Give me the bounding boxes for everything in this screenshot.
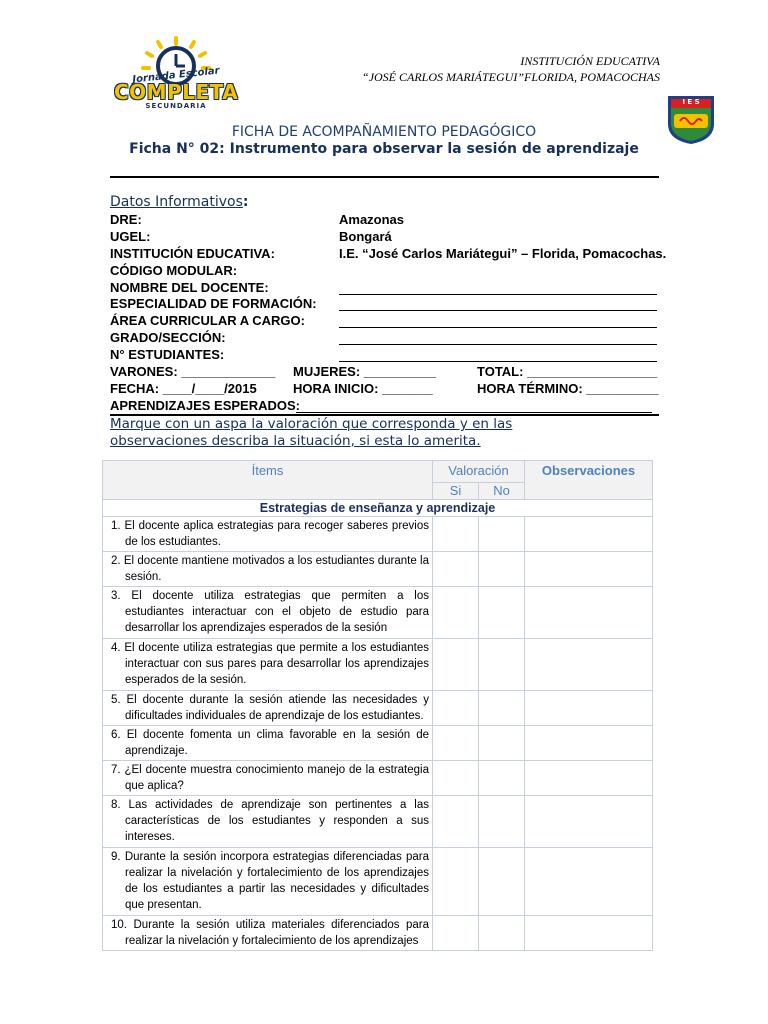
table-row — [103, 552, 653, 587]
observaciones-cell[interactable] — [525, 796, 653, 848]
datos-field-label: GRADO/SECCIÓN: — [110, 330, 226, 345]
section-title: Estrategias de enseñanza y aprendizaje — [103, 500, 653, 517]
si-column-header: Si — [433, 482, 479, 499]
no-checkbox-cell[interactable] — [479, 726, 525, 761]
item-cell — [103, 796, 433, 848]
table-row — [103, 761, 653, 796]
datos-field-label: ÁREA CURRICULAR A CARGO: — [110, 313, 305, 328]
item-text: El docente aplica estrategias para recoger saberes previos de los estudiantes. — [124, 520, 429, 548]
datos-field-value: I.E. “José Carlos Mariátegui” – Florida, Pomacochas. — [339, 246, 667, 261]
si-checkbox-cell[interactable] — [433, 848, 479, 916]
no-checkbox-cell[interactable] — [479, 552, 525, 587]
item-text-block — [111, 849, 429, 913]
si-checkbox-cell[interactable] — [433, 587, 479, 639]
item-text: Durante la sesión utiliza materiales diferenciados para realizar la nivelación y fortalecimiento de los aprendizajes — [125, 919, 429, 947]
item-number: 7. — [111, 764, 121, 776]
fecha-field: FECHA: ____/____/2015 — [110, 381, 257, 396]
item-text: El docente utiliza estrategias que permiten a los estudiantes interactuar con el objeto de estudio para desarrollar los aprendizajes esperados de la sesión — [125, 590, 429, 634]
no-checkbox-cell[interactable] — [479, 587, 525, 639]
item-text: Durante la sesión incorpora estrategias diferenciadas para realizar la nivelación y fortalecimiento de los aprendizajes de los estudiantes a partir las necesidades y dificultades que presentan. — [124, 851, 429, 911]
datos-field-blank-line — [339, 349, 657, 362]
instruction-text: Marque con un aspa la valoración que corresponda y en las observaciones describa la situación, si esta lo amerita. — [110, 416, 513, 449]
observaciones-column-header: Observaciones — [525, 461, 653, 500]
table-header-row — [103, 461, 653, 483]
jornada-escolar-completa-logo — [114, 34, 238, 112]
item-cell — [103, 552, 433, 587]
item-cell — [103, 587, 433, 639]
observaciones-cell[interactable] — [525, 587, 653, 639]
item-number: 3. — [111, 590, 121, 602]
table-row — [103, 639, 653, 691]
observaciones-cell[interactable] — [525, 916, 653, 951]
table-row — [103, 517, 653, 552]
table-row — [103, 848, 653, 916]
datos-field-label: N° ESTUDIANTES: — [110, 347, 225, 362]
title-divider — [110, 176, 659, 178]
item-number: 1. — [111, 520, 121, 532]
no-checkbox-cell[interactable] — [479, 916, 525, 951]
datos-field-label: NOMBRE DEL DOCENTE: — [110, 280, 269, 295]
no-column-header: No — [479, 482, 525, 499]
crest-letters: I E S — [682, 98, 700, 106]
no-checkbox-cell[interactable] — [479, 796, 525, 848]
datos-field-label: UGEL: — [110, 229, 151, 244]
item-number: 9. — [111, 851, 121, 863]
datos-field-blank-line — [339, 315, 657, 328]
item-cell — [103, 726, 433, 761]
institution-line-2: “JOSÉ CARLOS MARIÁTEGUI”FLORIDA, POMACOCHAS — [362, 70, 660, 84]
si-checkbox-cell[interactable] — [433, 552, 479, 587]
datos-field-label: ESPECIALIDAD DE FORMACIÓN: — [110, 296, 317, 311]
mujeres-field: MUJERES: __________ — [293, 364, 437, 379]
si-checkbox-cell[interactable] — [433, 639, 479, 691]
hora-termino-field: HORA TÉRMINO: __________ — [477, 381, 659, 396]
item-cell — [103, 761, 433, 796]
datos-heading-colon: : — [242, 194, 249, 210]
item-number: 10. — [111, 919, 127, 931]
datos-field-value: Amazonas — [339, 212, 405, 227]
item-cell — [103, 848, 433, 916]
item-text-block — [111, 692, 429, 724]
si-checkbox-cell[interactable] — [433, 761, 479, 796]
item-cell — [103, 916, 433, 951]
section-row — [103, 500, 653, 517]
document-title: FICHA DE ACOMPAÑAMIENTO PEDAGÓGICO — [231, 124, 537, 140]
table-row — [103, 691, 653, 726]
observaciones-cell[interactable] — [525, 639, 653, 691]
si-checkbox-cell[interactable] — [433, 517, 479, 552]
item-text-block — [111, 727, 429, 759]
datos-field-label: DRE: — [110, 212, 142, 227]
document-subtitle: Ficha N° 02: Instrumento para observar la sesión de aprendizaje — [129, 141, 639, 157]
observaciones-cell[interactable] — [525, 517, 653, 552]
datos-field-label: INSTITUCIÓN EDUCATIVA: — [110, 246, 275, 261]
valoracion-column-header: Valoración — [433, 461, 525, 483]
item-text-block — [111, 588, 429, 636]
item-cell — [103, 691, 433, 726]
institution-line-1: INSTITUCIÓN EDUCATIVA — [520, 54, 660, 68]
observaciones-cell[interactable] — [525, 691, 653, 726]
items-column-header: Ítems — [103, 461, 433, 500]
hora-inicio-field: HORA INICIO: _______ — [293, 381, 433, 396]
varones-field: VARONES: _____________ — [110, 364, 276, 379]
item-text-block — [111, 518, 429, 550]
item-number: 8. — [111, 799, 121, 811]
item-text-block — [111, 553, 429, 585]
si-checkbox-cell[interactable] — [433, 691, 479, 726]
item-number: 6. — [111, 729, 121, 741]
item-text-block — [111, 917, 429, 949]
item-text: Las actividades de aprendizaje son pertinentes a las características de los estudiantes y responden a sus intereses. — [125, 799, 429, 843]
item-text: El docente mantiene motivados a los estudiantes durante la sesión. — [123, 555, 429, 583]
item-text: El docente fomenta un clima favorable en la sesión de aprendizaje. — [125, 729, 429, 757]
no-checkbox-cell[interactable] — [479, 761, 525, 796]
logo-line-1: Jornada Escolar — [131, 65, 221, 86]
item-text: El docente durante la sesión atiende las necesidades y dificultades individuales de aprendizaje de los estudiantes. — [125, 694, 429, 722]
no-checkbox-cell[interactable] — [479, 639, 525, 691]
no-checkbox-cell[interactable] — [479, 517, 525, 552]
datos-field-label: CÓDIGO MODULAR: — [110, 263, 238, 278]
item-text: El docente utiliza estrategias que permite a los estudiantes interactuar con sus pares para desarrollar los aprendizajes esperados de la sesión. — [124, 642, 429, 686]
table-row — [103, 587, 653, 639]
item-cell — [103, 639, 433, 691]
item-cell — [103, 517, 433, 552]
item-text-block — [111, 762, 429, 794]
item-number: 2. — [111, 555, 121, 567]
item-text-block — [111, 640, 429, 688]
observaciones-cell[interactable] — [525, 552, 653, 587]
evaluation-table — [102, 460, 653, 951]
datos-field-value: Bongará — [339, 229, 392, 244]
observaciones-cell[interactable] — [525, 848, 653, 916]
logo-line-2: COMPLETA — [114, 80, 239, 104]
item-text-block — [111, 797, 429, 845]
si-checkbox-cell[interactable] — [433, 726, 479, 761]
table-row — [103, 796, 653, 848]
logo-line-3: SECUNDARIA — [145, 102, 207, 110]
datos-field-blank-line — [339, 298, 657, 311]
item-number: 5. — [111, 694, 121, 706]
no-checkbox-cell[interactable] — [479, 848, 525, 916]
datos-field-blank-line — [339, 332, 657, 345]
datos-heading-text: Datos Informativos — [110, 194, 243, 210]
item-text: ¿El docente muestra conocimiento manejo de la estrategia que aplica? — [124, 764, 429, 792]
si-checkbox-cell[interactable] — [433, 916, 479, 951]
total-field: TOTAL: __________________ — [477, 364, 658, 379]
table-row — [103, 916, 653, 951]
si-checkbox-cell[interactable] — [433, 796, 479, 848]
datos-field-blank-line — [339, 282, 657, 295]
observaciones-cell[interactable] — [525, 761, 653, 796]
no-checkbox-cell[interactable] — [479, 691, 525, 726]
table-row — [103, 726, 653, 761]
aprendizajes-field: APRENDIZAJES ESPERADOS: — [110, 398, 300, 413]
datos-informativos-heading — [110, 194, 249, 210]
observaciones-cell[interactable] — [525, 726, 653, 761]
item-number: 4. — [111, 642, 121, 654]
aprendizajes-line — [296, 400, 652, 413]
